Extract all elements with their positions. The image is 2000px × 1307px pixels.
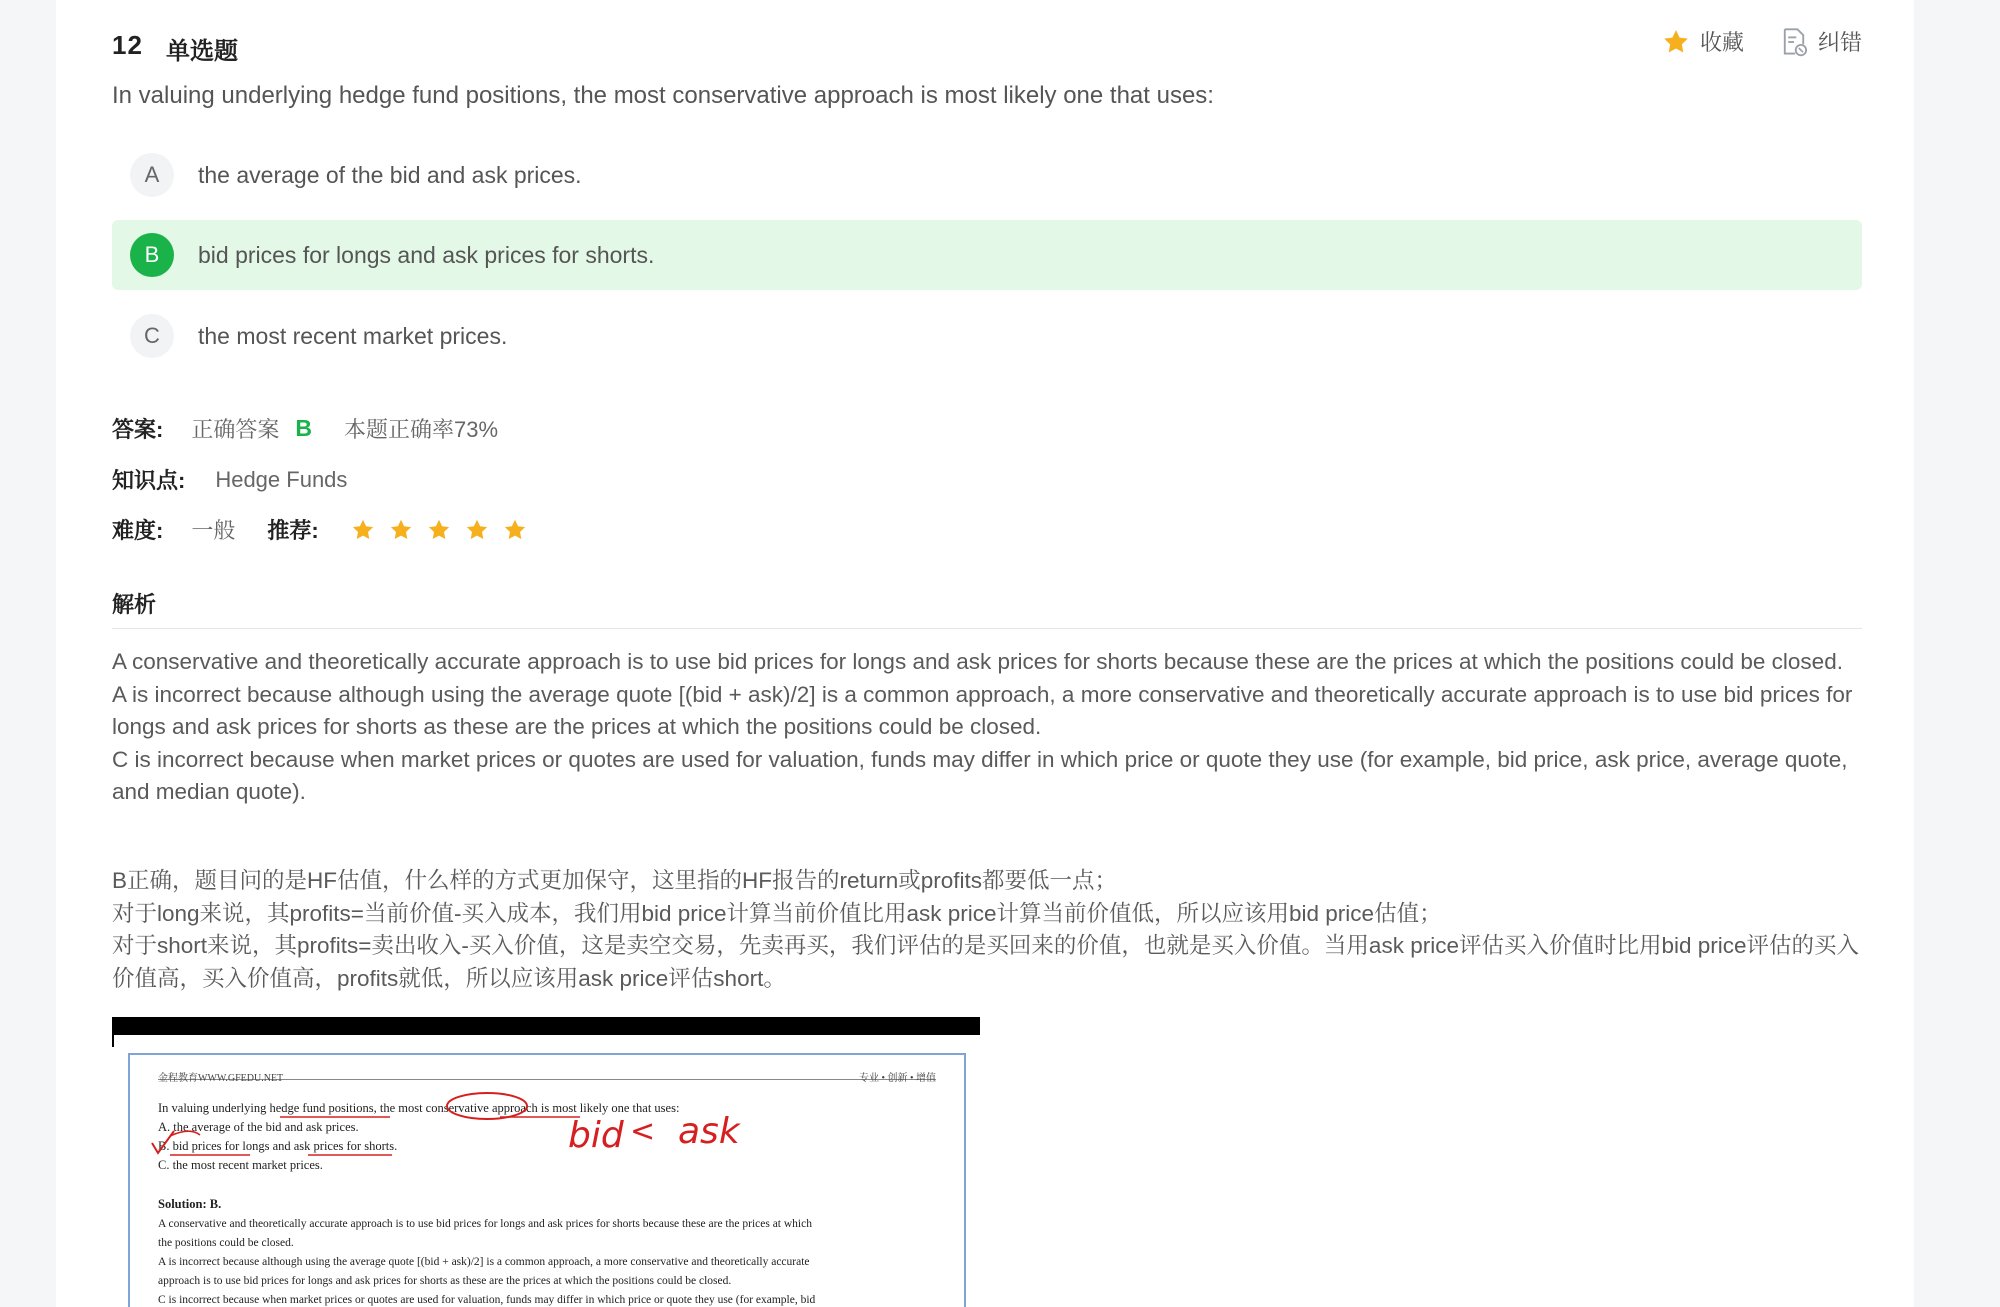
analysis-paragraph: 对于long来说，其profits=当前价值-买入成本，我们用bid price计算当前价值比用ask price计算当前价值低，所以应该用bid price估值； xyxy=(112,900,1442,926)
difficulty-value: 一般 xyxy=(191,518,236,543)
correct-answer-letter: B xyxy=(295,415,312,441)
question-stem: In valuing underlying hedge fund positions, the most conservative approach is most likely one that uses: xyxy=(112,82,1214,109)
correct-rate: 本题正确率73% xyxy=(343,417,499,442)
question-card xyxy=(56,0,1914,1307)
favorite-label: 收藏 xyxy=(1699,30,1744,55)
star-icon xyxy=(1662,28,1690,56)
option-b[interactable] xyxy=(112,220,1862,290)
option-a[interactable] xyxy=(112,140,1862,210)
star-icon xyxy=(351,518,375,542)
option-text: the most recent market prices. xyxy=(198,323,508,349)
question-type: 单选题 xyxy=(166,38,238,65)
analysis-paragraph: C is incorrect because when market prices or quotes are used for valuation, funds may differ in which price or quote they use (for example, bid price, ask price, average quote, and median quote). xyxy=(112,746,1848,804)
knowledge-label: 知识点: xyxy=(112,468,186,493)
document-question: In valuing underlying hedge fund positions, the most conservative approach is most likely one that uses: xyxy=(158,1101,680,1115)
document-solution-line: A conservative and theoretically accurate approach is to use bid prices for longs and ask prices for shorts because these are the prices at which xyxy=(158,1218,812,1230)
option-letter: B xyxy=(130,233,174,277)
answer-label: 答案: xyxy=(112,417,164,442)
analysis-paragraph: B正确，题目问的是HF估值，什么样的方式更加保守，这里指的HF报告的return或profits都要低一点； xyxy=(112,868,1118,893)
analysis-paragraph: A conservative and theoretically accurate approach is to use bid prices for longs and ask prices for shorts because these are the prices at which the positions could be closed. xyxy=(112,649,1843,674)
option-text: the average of the bid and ask prices. xyxy=(198,162,582,188)
analysis-paragraph: A is incorrect because although using the average quote [(bid + ask)/2] is a common approach, a more conservative and theoretically accurate approach is to use bid prices for longs and ask prices for shorts as these are the prices at which the positions could be closed. xyxy=(112,681,1853,739)
recommend-label: 推荐: xyxy=(267,518,319,543)
document-solution-line: the positions could be closed. xyxy=(158,1237,294,1249)
report-error-button[interactable] xyxy=(1780,26,1862,57)
star-icon xyxy=(427,518,451,542)
option-c[interactable] xyxy=(112,301,1862,371)
image-top-bar xyxy=(112,1017,980,1035)
analysis-title: 解析 xyxy=(112,592,157,617)
option-text: bid prices for longs and ask prices for shorts. xyxy=(198,242,655,268)
handwriting-word: bid xyxy=(568,1115,624,1156)
image-edge xyxy=(112,1035,114,1047)
document-option: A. the average of the bid and ask prices. xyxy=(158,1120,359,1134)
option-letter: C xyxy=(130,314,174,358)
document-option: B. bid prices for longs and ask prices for shorts. xyxy=(158,1139,398,1153)
document-solution-line: approach is to use bid prices for longs and ask prices for shorts as these are the prices at which the positions could be closed. xyxy=(158,1275,732,1287)
analysis-english xyxy=(112,646,1862,809)
document-header-left: 金程教育WWW.GFEDU.NET xyxy=(158,1073,284,1084)
question-actions xyxy=(1662,26,1862,57)
correct-answer-label: 正确答案 xyxy=(191,417,280,442)
document-header-right: 专业 • 创新 • 增值 xyxy=(858,1073,936,1084)
report-icon xyxy=(1780,27,1808,57)
document-option: C. the most recent market prices. xyxy=(158,1158,323,1172)
handwriting-symbol: < xyxy=(630,1114,656,1149)
handwriting-word: ask xyxy=(678,1111,740,1152)
scanned-document xyxy=(128,1053,966,1307)
analysis-chinese xyxy=(112,865,1862,995)
difficulty-row xyxy=(112,514,527,545)
star-icon xyxy=(389,518,413,542)
knowledge-row xyxy=(112,464,347,495)
answer-row xyxy=(112,413,498,444)
question-number: 12 xyxy=(112,30,143,60)
analysis-paragraph: 对于short来说，其profits=卖出收入-买入价值，这是卖空交易，先卖再买，我们评估的是买回来的价值，也就是买入价值。当用ask price评估买入价值时比用bid price评估的买入价值高，买入价值高，profits就低，所以应该用ask price评估short。 xyxy=(112,933,1860,991)
star-icon xyxy=(465,518,489,542)
recommend-stars xyxy=(351,518,527,542)
report-label: 纠错 xyxy=(1817,30,1862,55)
divider xyxy=(112,628,1862,629)
document-solution-line: C is incorrect because when market prices or quotes are used for valuation, funds may differ in which price or quote they use (for example, bid xyxy=(158,1294,816,1306)
knowledge-value: Hedge Funds xyxy=(215,466,348,492)
document-solution-title: Solution: B. xyxy=(158,1197,222,1211)
question-header xyxy=(112,26,1862,66)
analysis-image xyxy=(112,1017,980,1307)
difficulty-label: 难度: xyxy=(112,518,164,543)
option-letter: A xyxy=(130,153,174,197)
star-icon xyxy=(503,518,527,542)
handwritten-annotations xyxy=(130,1055,964,1307)
favorite-button[interactable] xyxy=(1662,26,1744,57)
document-solution-line: A is incorrect because although using the average quote [(bid + ask)/2] is a common approach, a more conservative and theoretically accurate xyxy=(158,1256,810,1268)
